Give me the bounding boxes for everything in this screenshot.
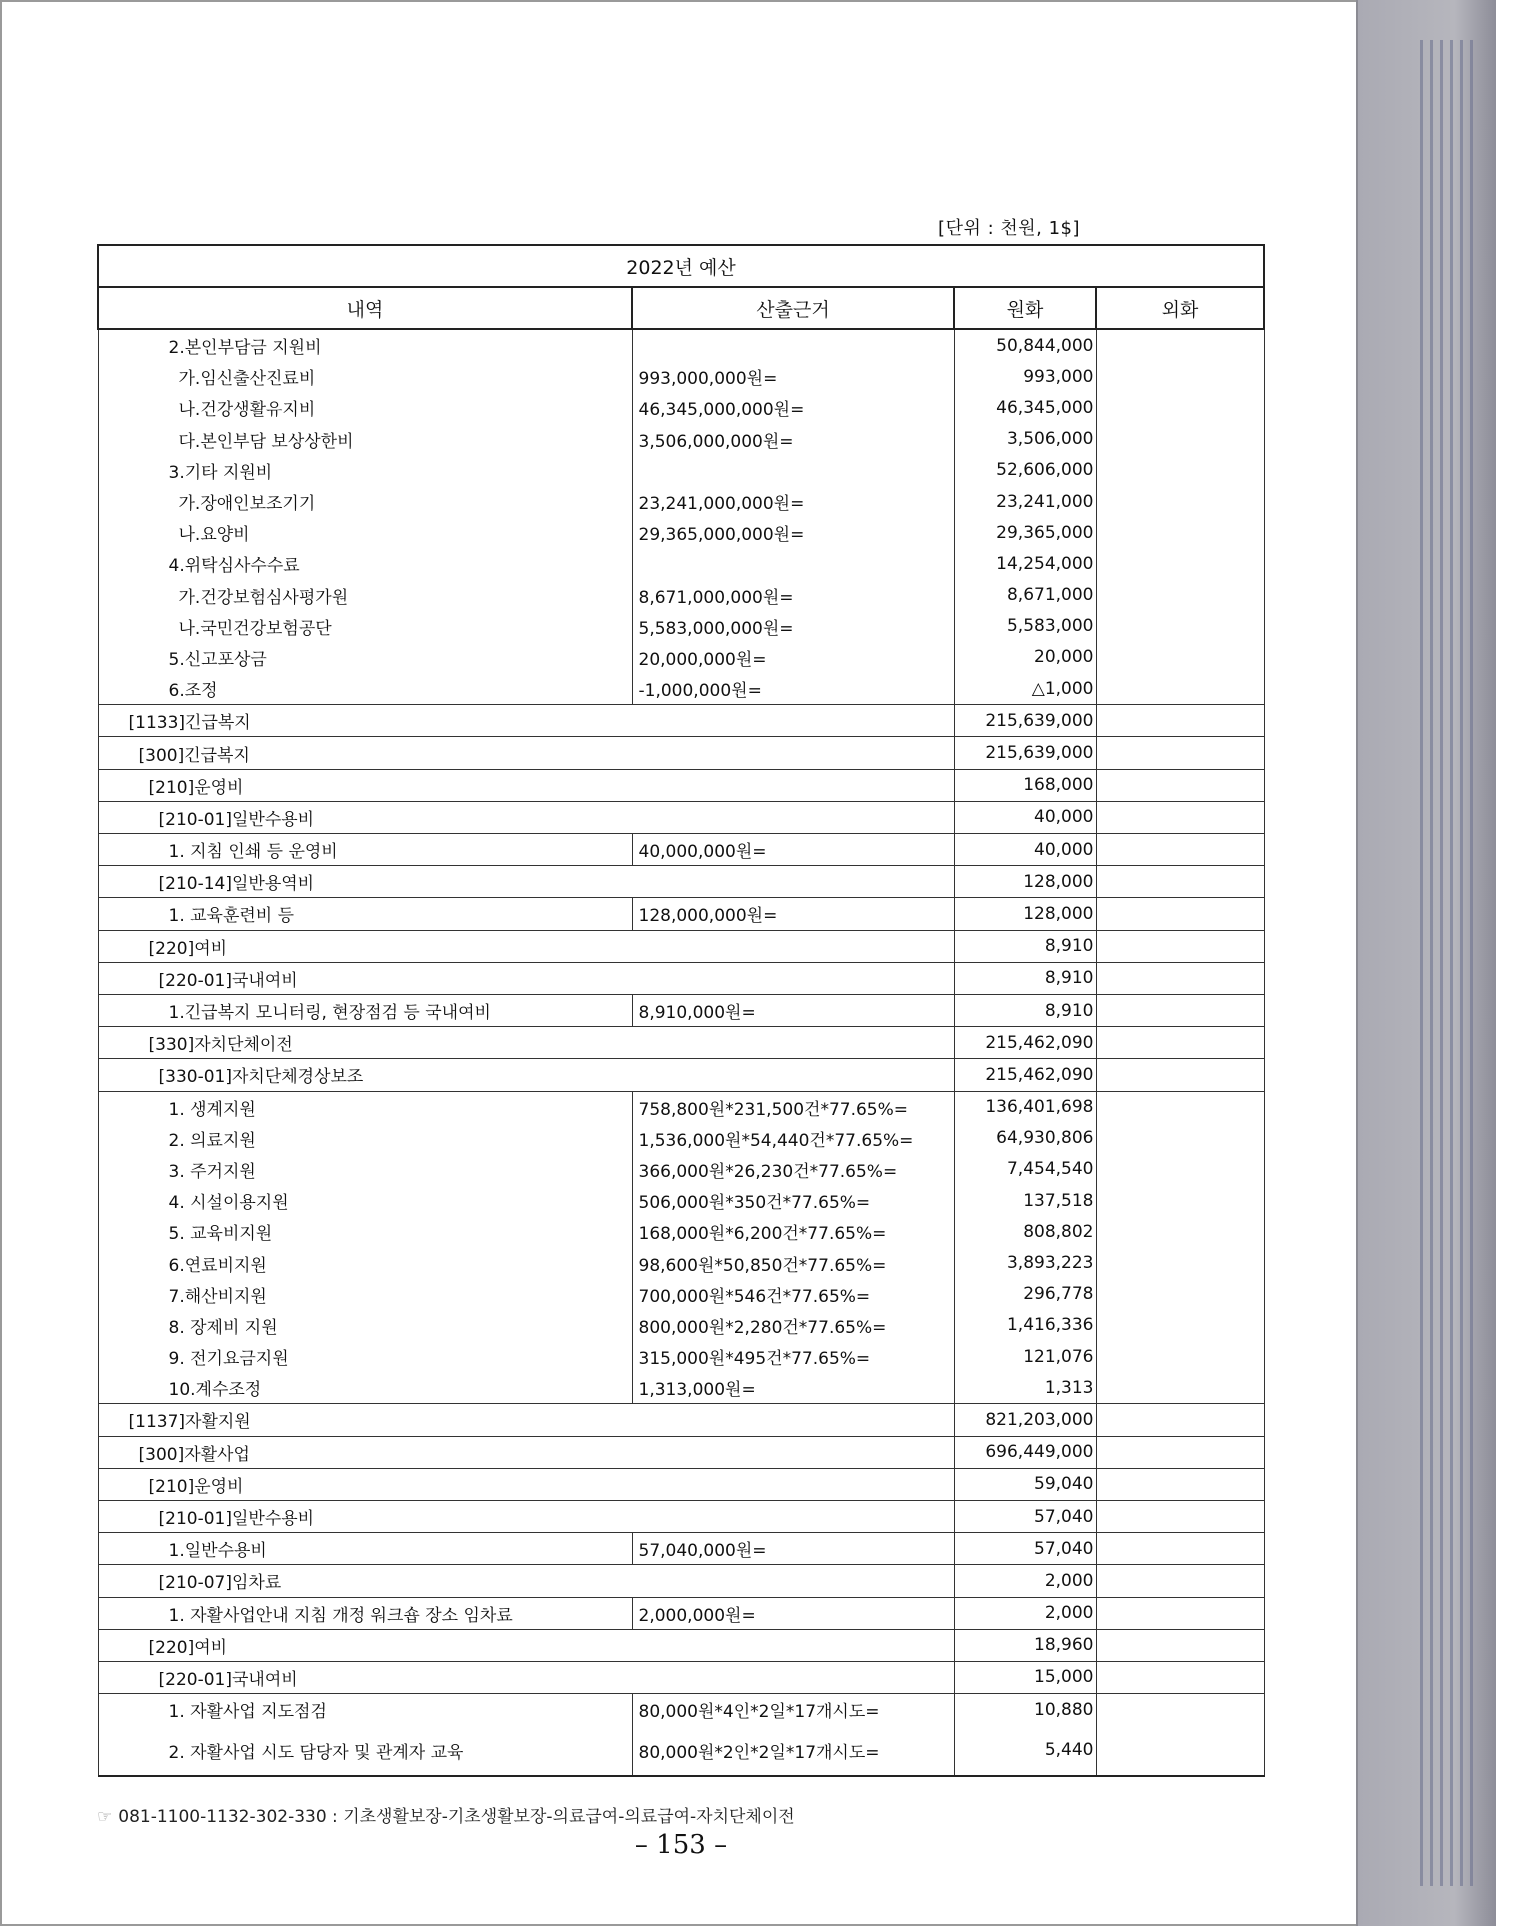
row-krw: 8,910: [954, 962, 1096, 994]
row-item: [210]운영비: [98, 769, 954, 801]
unit-note: [단위 : 천원, 1$]: [938, 218, 1080, 239]
table-row: [98, 1661, 1264, 1693]
row-foreign: [1096, 866, 1264, 898]
row-krw: 137,518: [954, 1185, 1096, 1216]
table-row: [98, 801, 1264, 833]
row-krw: 5,440: [954, 1725, 1096, 1776]
table-row: [98, 329, 1264, 361]
row-krw: 215,462,090: [954, 1059, 1096, 1091]
row-krw: 14,254,000: [954, 548, 1096, 579]
table-row: [98, 866, 1264, 898]
year-title: 2022년 예산: [98, 245, 1264, 287]
row-krw: 40,000: [954, 834, 1096, 866]
row-krw: 808,802: [954, 1216, 1096, 1247]
row-krw: 128,000: [954, 866, 1096, 898]
row-item: [210-14]일반용역비: [98, 866, 954, 898]
row-foreign: [1096, 930, 1264, 962]
table-row: [98, 1185, 1264, 1216]
row-item: 1. 자활사업 지도점검: [98, 1694, 632, 1726]
table-row: [98, 517, 1264, 548]
footnote: [97, 1802, 795, 1827]
row-foreign: [1096, 1404, 1264, 1436]
row-krw: 7,454,540: [954, 1154, 1096, 1185]
row-basis: 57,040,000원=: [632, 1533, 954, 1565]
row-foreign: [1096, 898, 1264, 930]
table-row: [98, 1059, 1264, 1091]
row-basis: 98,600원*50,850건*77.65%=: [632, 1247, 954, 1278]
row-krw: 215,639,000: [954, 705, 1096, 737]
budget-table: [97, 244, 1265, 1777]
row-item: 4. 시설이용지원: [98, 1185, 632, 1216]
row-basis: 29,365,000,000원=: [632, 517, 954, 548]
row-item: 1. 교육훈련비 등: [98, 898, 632, 930]
table-row: [98, 1247, 1264, 1278]
row-foreign: [1096, 705, 1264, 737]
row-foreign: [1096, 769, 1264, 801]
row-krw: 8,910: [954, 994, 1096, 1026]
row-foreign: [1096, 962, 1264, 994]
row-item: 1. 자활사업안내 지침 개정 워크숍 장소 임차료: [98, 1597, 632, 1629]
row-item: [220-01]국내여비: [98, 962, 954, 994]
row-foreign: [1096, 1123, 1264, 1154]
row-krw: 57,040: [954, 1533, 1096, 1565]
row-krw: 1,313: [954, 1372, 1096, 1404]
table-row: [98, 1404, 1264, 1436]
row-foreign: [1096, 1310, 1264, 1341]
row-foreign: [1096, 1500, 1264, 1532]
row-basis: 2,000,000원=: [632, 1597, 954, 1629]
row-krw: 20,000: [954, 642, 1096, 673]
row-foreign: [1096, 1725, 1264, 1776]
table-row: [98, 930, 1264, 962]
row-item: 5.신고포상금: [98, 642, 632, 673]
row-foreign: [1096, 834, 1264, 866]
table-row: [98, 994, 1264, 1026]
table-row: [98, 1216, 1264, 1247]
row-foreign: [1096, 1565, 1264, 1597]
table-row: [98, 1533, 1264, 1565]
row-krw: 40,000: [954, 801, 1096, 833]
table-row: [98, 1629, 1264, 1661]
table-row: [98, 1341, 1264, 1372]
table-row: [98, 392, 1264, 423]
row-krw: 29,365,000: [954, 517, 1096, 548]
table-row: [98, 737, 1264, 769]
row-item: 2. 의료지원: [98, 1123, 632, 1154]
row-krw: 296,778: [954, 1279, 1096, 1310]
row-basis: 366,000원*26,230건*77.65%=: [632, 1154, 954, 1185]
row-basis: 700,000원*546건*77.65%=: [632, 1279, 954, 1310]
row-item: 6.연료비지원: [98, 1247, 632, 1278]
table-row: [98, 1500, 1264, 1532]
row-item: [300]긴급복지: [98, 737, 954, 769]
year-header-row: [98, 245, 1264, 287]
row-item: [220]여비: [98, 930, 954, 962]
row-krw: 46,345,000: [954, 392, 1096, 423]
col-header-item: 내역: [98, 287, 632, 329]
budget-rows: [98, 329, 1264, 1776]
table-row: [98, 1091, 1264, 1123]
row-krw: 59,040: [954, 1468, 1096, 1500]
row-item: 나.건강생활유지비: [98, 392, 632, 423]
row-item: [210-07]임차료: [98, 1565, 954, 1597]
row-item: [330-01]자치단체경상보조: [98, 1059, 954, 1091]
row-krw: 2,000: [954, 1565, 1096, 1597]
table-row: [98, 1310, 1264, 1341]
row-basis: 993,000,000원=: [632, 361, 954, 392]
row-foreign: [1096, 611, 1264, 642]
row-basis: 40,000,000원=: [632, 834, 954, 866]
row-foreign: [1096, 517, 1264, 548]
row-basis: 23,241,000,000원=: [632, 486, 954, 517]
row-foreign: [1096, 1279, 1264, 1310]
row-basis: [632, 548, 954, 579]
row-basis: 758,800원*231,500건*77.65%=: [632, 1091, 954, 1123]
table-row: [98, 1597, 1264, 1629]
row-foreign: [1096, 1154, 1264, 1185]
row-item: [1133]긴급복지: [98, 705, 954, 737]
row-item: [330]자치단체이전: [98, 1027, 954, 1059]
row-krw: 8,671,000: [954, 580, 1096, 611]
row-foreign: [1096, 329, 1264, 361]
row-basis: 168,000원*6,200건*77.65%=: [632, 1216, 954, 1247]
row-item: 2.본인부담금 지원비: [98, 329, 632, 361]
page-number: – 153 –: [634, 1830, 728, 1860]
row-foreign: [1096, 1629, 1264, 1661]
row-foreign: [1096, 486, 1264, 517]
table-row: [98, 834, 1264, 866]
table-row: [98, 1154, 1264, 1185]
row-item: 3.기타 지원비: [98, 455, 632, 486]
row-krw: 8,910: [954, 930, 1096, 962]
row-foreign: [1096, 392, 1264, 423]
row-basis: 80,000원*2인*2일*17개시도=: [632, 1725, 954, 1776]
row-foreign: [1096, 642, 1264, 673]
row-basis: 5,583,000,000원=: [632, 611, 954, 642]
row-basis: 46,345,000,000원=: [632, 392, 954, 423]
table-row: [98, 673, 1264, 705]
row-item: 3. 주거지원: [98, 1154, 632, 1185]
row-krw: 50,844,000: [954, 329, 1096, 361]
row-basis: 1,536,000원*54,440건*77.65%=: [632, 1123, 954, 1154]
row-item: 가.임신출산진료비: [98, 361, 632, 392]
row-foreign: [1096, 1436, 1264, 1468]
table-row: [98, 1372, 1264, 1404]
row-krw: 215,462,090: [954, 1027, 1096, 1059]
row-basis: [632, 329, 954, 361]
row-item: [210-01]일반수용비: [98, 801, 954, 833]
row-foreign: [1096, 424, 1264, 455]
row-item: 8. 장제비 지원: [98, 1310, 632, 1341]
row-krw: 5,583,000: [954, 611, 1096, 642]
row-item: 1. 생계지원: [98, 1091, 632, 1123]
row-foreign: [1096, 580, 1264, 611]
row-krw: 15,000: [954, 1661, 1096, 1693]
row-item: [220]여비: [98, 1629, 954, 1661]
row-item: 4.위탁심사수수료: [98, 548, 632, 579]
row-krw: 18,960: [954, 1629, 1096, 1661]
col-header-basis: 산출근거: [632, 287, 954, 329]
row-basis: 1,313,000원=: [632, 1372, 954, 1404]
row-basis: 506,000원*350건*77.65%=: [632, 1185, 954, 1216]
row-foreign: [1096, 1247, 1264, 1278]
row-foreign: [1096, 1341, 1264, 1372]
row-foreign: [1096, 1533, 1264, 1565]
table-row: [98, 1279, 1264, 1310]
row-basis: -1,000,000원=: [632, 673, 954, 705]
row-krw: 3,506,000: [954, 424, 1096, 455]
row-item: [300]자활사업: [98, 1436, 954, 1468]
table-row: [98, 548, 1264, 579]
table-row: [98, 642, 1264, 673]
row-item: 1. 지침 인쇄 등 운영비: [98, 834, 632, 866]
table-row: [98, 1468, 1264, 1500]
row-foreign: [1096, 1059, 1264, 1091]
row-krw: 57,040: [954, 1500, 1096, 1532]
row-foreign: [1096, 1027, 1264, 1059]
row-item: 9. 전기요금지원: [98, 1341, 632, 1372]
row-item: 5. 교육비지원: [98, 1216, 632, 1247]
table-row: [98, 898, 1264, 930]
table-row: [98, 486, 1264, 517]
row-basis: 128,000,000원=: [632, 898, 954, 930]
row-foreign: [1096, 361, 1264, 392]
row-foreign: [1096, 1694, 1264, 1726]
row-krw: 215,639,000: [954, 737, 1096, 769]
row-item: 10.계수조정: [98, 1372, 632, 1404]
row-item: [210]운영비: [98, 1468, 954, 1500]
row-foreign: [1096, 1091, 1264, 1123]
row-item: 나.요양비: [98, 517, 632, 548]
table-row: [98, 705, 1264, 737]
row-basis: 8,910,000원=: [632, 994, 954, 1026]
row-item: [220-01]국내여비: [98, 1661, 954, 1693]
footnote-ref: 081-1100-1132-302-330 : 기초생활보장-기초생활보장-의료급여-의료급여-자치단체이전: [118, 1807, 795, 1827]
row-foreign: [1096, 1597, 1264, 1629]
row-item: [210-01]일반수용비: [98, 1500, 954, 1532]
row-foreign: [1096, 994, 1264, 1026]
row-item: 2. 자활사업 시도 담당자 및 관계자 교육: [98, 1725, 632, 1776]
row-basis: 20,000,000원=: [632, 642, 954, 673]
row-basis: 8,671,000,000원=: [632, 580, 954, 611]
row-item: 가.건강보험심사평가원: [98, 580, 632, 611]
row-item: 1.일반수용비: [98, 1533, 632, 1565]
row-krw: 2,000: [954, 1597, 1096, 1629]
book-page-edges: [1356, 0, 1496, 1926]
row-krw: 993,000: [954, 361, 1096, 392]
row-foreign: [1096, 1661, 1264, 1693]
table-row: [98, 580, 1264, 611]
table-row: [98, 1436, 1264, 1468]
row-foreign: [1096, 1216, 1264, 1247]
row-foreign: [1096, 801, 1264, 833]
col-header-krw: 원화: [954, 287, 1096, 329]
row-basis: 800,000원*2,280건*77.65%=: [632, 1310, 954, 1341]
row-item: 7.해산비지원: [98, 1279, 632, 1310]
table-row: [98, 455, 1264, 486]
row-basis: 80,000원*4인*2일*17개시도=: [632, 1694, 954, 1726]
row-krw: 1,416,336: [954, 1310, 1096, 1341]
row-krw: 10,880: [954, 1694, 1096, 1726]
row-krw: 23,241,000: [954, 486, 1096, 517]
row-foreign: [1096, 1468, 1264, 1500]
row-foreign: [1096, 673, 1264, 705]
row-foreign: [1096, 455, 1264, 486]
table-row: [98, 1694, 1264, 1726]
table-row: [98, 424, 1264, 455]
table-row: [98, 962, 1264, 994]
pointing-hand-icon: ☞: [97, 1807, 113, 1827]
row-krw: 821,203,000: [954, 1404, 1096, 1436]
row-krw: 64,930,806: [954, 1123, 1096, 1154]
table-row: [98, 1027, 1264, 1059]
row-foreign: [1096, 1372, 1264, 1404]
table-row: [98, 1123, 1264, 1154]
table-row: [98, 611, 1264, 642]
row-basis: 3,506,000,000원=: [632, 424, 954, 455]
row-foreign: [1096, 548, 1264, 579]
row-krw: △1,000: [954, 673, 1096, 705]
row-krw: 121,076: [954, 1341, 1096, 1372]
row-basis: [632, 455, 954, 486]
row-krw: 3,893,223: [954, 1247, 1096, 1278]
table-row: [98, 361, 1264, 392]
row-item: 가.장애인보조기기: [98, 486, 632, 517]
row-krw: 136,401,698: [954, 1091, 1096, 1123]
row-krw: 128,000: [954, 898, 1096, 930]
row-basis: 315,000원*495건*77.65%=: [632, 1341, 954, 1372]
row-krw: 52,606,000: [954, 455, 1096, 486]
row-foreign: [1096, 1185, 1264, 1216]
row-krw: 696,449,000: [954, 1436, 1096, 1468]
row-krw: 168,000: [954, 769, 1096, 801]
row-foreign: [1096, 737, 1264, 769]
col-header-foreign: 외화: [1096, 287, 1264, 329]
row-item: 1.긴급복지 모니터링, 현장점검 등 국내여비: [98, 994, 632, 1026]
table-row: [98, 769, 1264, 801]
row-item: 다.본인부담 보상상한비: [98, 424, 632, 455]
row-item: [1137]자활지원: [98, 1404, 954, 1436]
row-item: 나.국민건강보험공단: [98, 611, 632, 642]
table-row: [98, 1725, 1264, 1776]
column-header-row: [98, 287, 1264, 329]
row-item: 6.조정: [98, 673, 632, 705]
table-row: [98, 1565, 1264, 1597]
